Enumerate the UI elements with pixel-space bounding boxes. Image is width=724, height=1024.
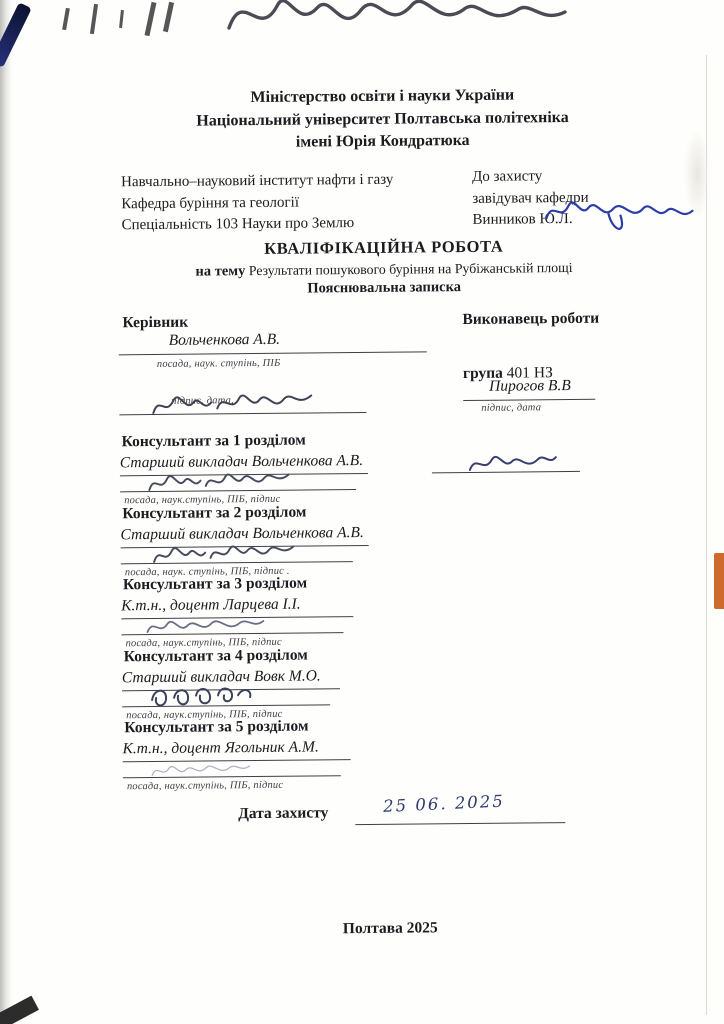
consultant-name: К.т.н., доцент Ларцева І.І. (121, 595, 301, 615)
consultant-name-line (121, 595, 353, 619)
consultant-label: Консультант за 3 розділом (122, 574, 308, 594)
executor-signature-line (432, 446, 580, 473)
topic-text: Результати пошукового буріння на Рубіжанській площі (245, 259, 573, 279)
defense-date-label: Дата захисту (238, 804, 329, 823)
university-name-line: імені Юрія Кондратюка (295, 131, 470, 151)
executor-role-label: Виконавець роботи (462, 309, 600, 329)
defense-date-line (355, 791, 565, 825)
institute-line: Навчально–науковий інститут нафти і газу (121, 171, 394, 191)
consultant-block-4 (122, 645, 353, 721)
supervisor-name: Вольченкова А.В. (168, 330, 281, 349)
approval-line: завідувач кафедри (472, 189, 589, 207)
consultant-caption: посада, наук.ступінь, ПІБ, підпис (124, 493, 281, 507)
footer-wrap (60, 917, 720, 941)
consultant-label: Консультант за 4 розділом (123, 646, 308, 666)
consultant-caption: посада, наук.ступінь, ПІБ, підпис (125, 636, 282, 650)
consultant-block-3 (121, 573, 362, 649)
consultant-signature-line (121, 546, 353, 564)
consultant-block-1 (120, 430, 371, 506)
consultant-signature-line (121, 617, 343, 635)
head-of-department-name: Винников Ю.Л. (472, 210, 573, 228)
group-value: 401 НЗ (502, 364, 553, 382)
supervisor-sign-caption: підпис, дата, (171, 395, 234, 407)
consultant-signature-line (120, 474, 356, 492)
ministry-header (52, 83, 713, 157)
consultant-signature-line (122, 689, 330, 707)
consultant-caption: посада, наук.ступінь, ПІБ, підпис (126, 708, 283, 722)
consultant-block-5 (122, 716, 363, 792)
consultant-name: Старший викладач Вольченкова А.В. (119, 451, 364, 472)
consultant-name: Старший викладач Вольченкова А.В. (120, 523, 364, 544)
topic-label: на тему (195, 263, 246, 280)
executor-name: Пирогов В.В (489, 376, 571, 395)
consultant-name-line (120, 452, 368, 476)
institute-block (121, 170, 394, 237)
department-line: Кафедра буріння та геології (121, 194, 300, 212)
group-label: група (462, 364, 503, 383)
consultant-signature-ink (149, 759, 254, 782)
defense-date-handwritten: 25 06. 2025 (382, 791, 506, 816)
consultant-signature-line (123, 760, 341, 778)
consultant-name-line (122, 738, 350, 762)
consultant-label: Консультант за 2 розділом (122, 503, 307, 523)
work-title: КВАЛІФІКАЦІЙНА РОБОТА (264, 236, 504, 258)
work-title-wrap (54, 235, 714, 261)
work-subtitle: Пояснювальна записка (307, 279, 462, 297)
consultant-caption: посада, наук. ступінь, ПІБ, підпис . (124, 565, 290, 579)
university-line: Національний університет Полтавська політехніка (196, 108, 569, 130)
consultant-name-line (120, 524, 368, 548)
approval-line: До захисту (472, 168, 543, 185)
supervisor-role-label: Керівник (122, 313, 189, 332)
ministry-line: Міністерство освіти і науки України (250, 86, 515, 107)
supervisor-name-line (119, 329, 427, 355)
head-signature-ink (542, 187, 703, 243)
consultant-label: Консультант за 5 розділом (124, 717, 309, 737)
consultant-caption: посада, наук.ступінь, ПІБ, підпис (126, 779, 284, 793)
supervisor-signature-line (119, 387, 366, 415)
executor-sign-caption: підпис, дата (481, 402, 542, 414)
consultant-label: Консультант за 1 розділом (121, 431, 306, 451)
speciality-line: Спеціальність 103 Науки про Землю (121, 215, 355, 234)
executor-signature-ink (466, 447, 561, 478)
group-line (463, 364, 553, 383)
city-year: Полтава 2025 (342, 919, 438, 938)
consultant-name: К.т.н., доцент Ягольник А.М. (122, 738, 319, 758)
consultant-block-2 (120, 502, 371, 578)
consultant-name: Старший викладач Вовк М.О. (121, 667, 321, 687)
consultant-name-line (122, 667, 340, 691)
supervisor-name-caption: посада, наук. ступінь, ПІБ (156, 357, 281, 370)
